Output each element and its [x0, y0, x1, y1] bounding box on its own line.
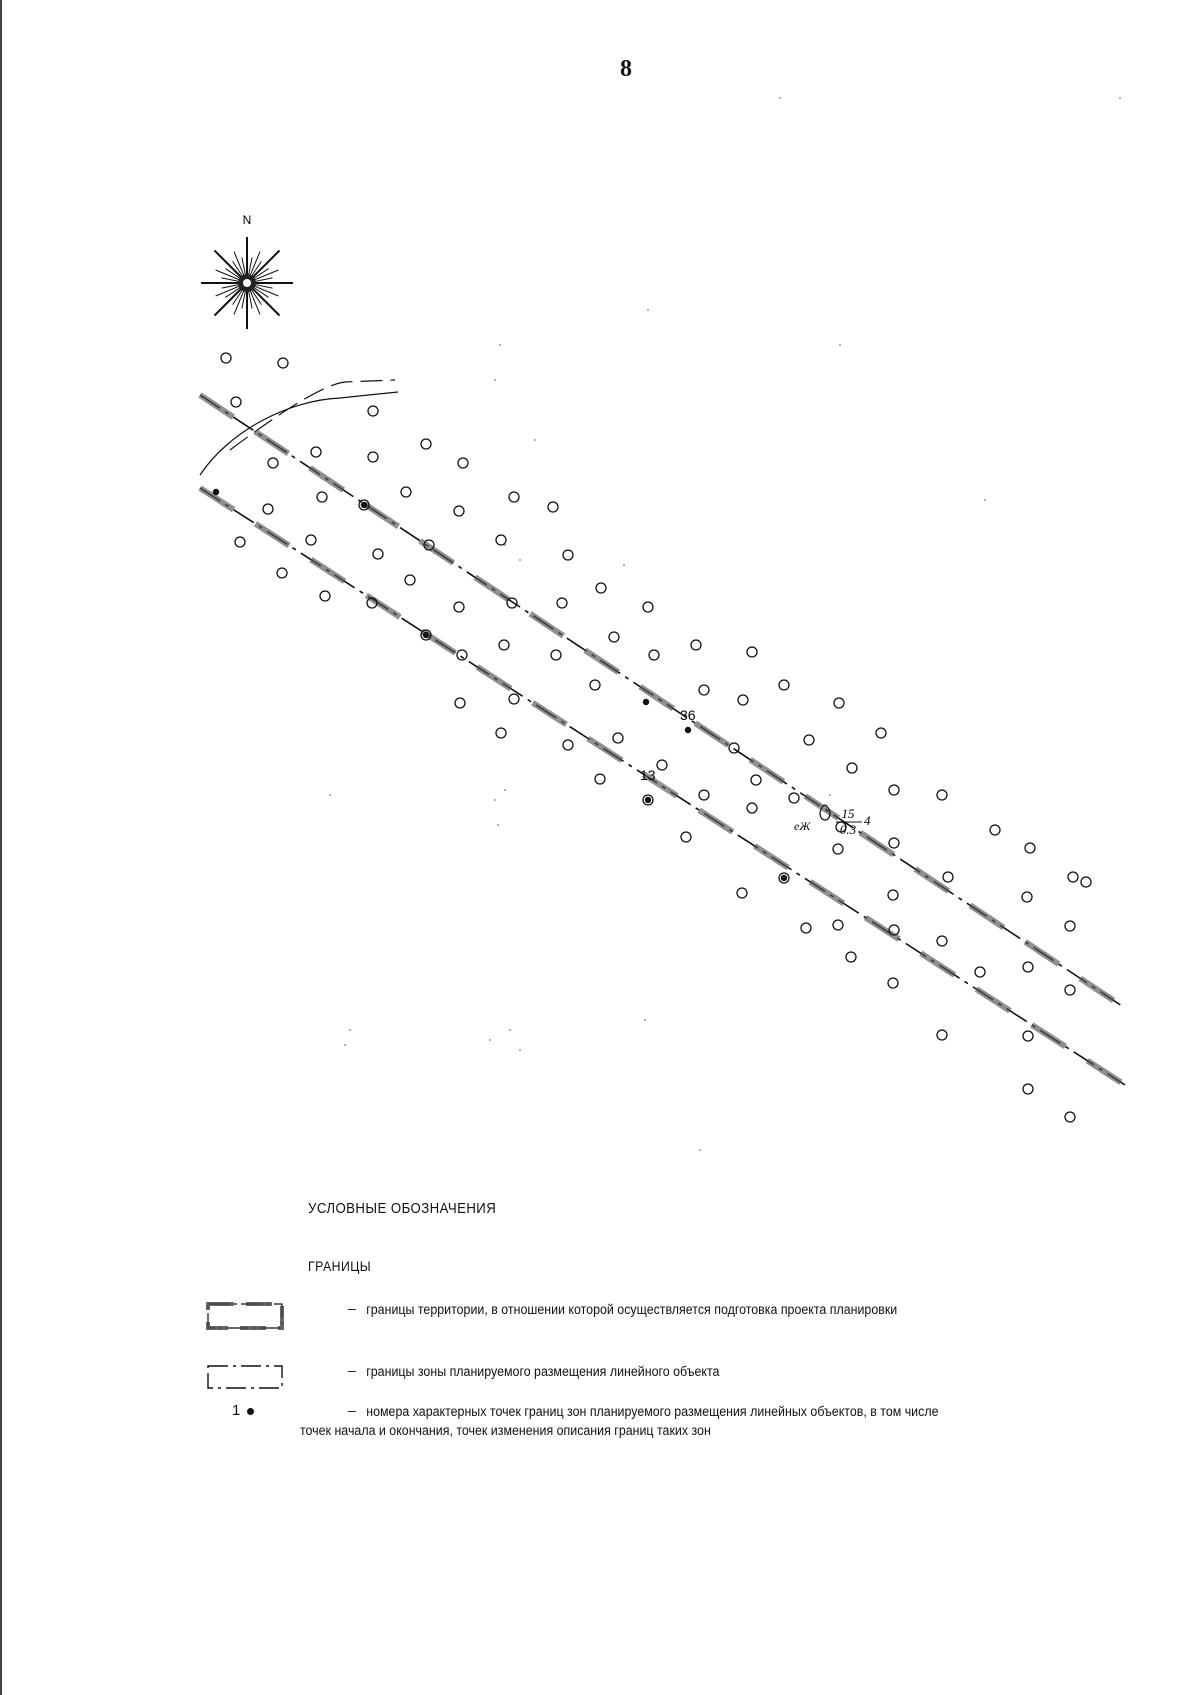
legend-item-text: номера характерных точек границ зон планируемого размещения линейных объектов, в том числе точек начала и окончания, точек изменения описания границ таких зон [300, 1404, 939, 1438]
vegetation-circle-icon [1065, 985, 1075, 995]
legend-item-text: границы зоны планируемого размещения линейного объекта [366, 1364, 720, 1379]
vegetation-circle-icon [268, 458, 278, 468]
page-number: 8 [620, 56, 632, 82]
vegetation-circle-icon [609, 632, 619, 642]
territory-boundary-upper [200, 395, 1125, 1008]
legend-dash: – [348, 1402, 356, 1418]
vegetation-circle-icon [1068, 872, 1078, 882]
point-number-sample: 1 [232, 1402, 241, 1419]
legend-dash: – [348, 1300, 356, 1316]
vegetation-circle-icon [455, 698, 465, 708]
legend-section-heading: ГРАНИЦЫ [308, 1258, 372, 1274]
vegetation-circle-icon [643, 602, 653, 612]
vegetation-circle-icon [691, 640, 701, 650]
vegetation-circle-icon [496, 535, 506, 545]
vegetation-circle-icon [373, 549, 383, 559]
vegetation-circle-icon [699, 790, 709, 800]
vegetation-circle-icon [937, 1030, 947, 1040]
boundary-point-36-marker [685, 727, 691, 733]
vegetation-circle-icon [278, 358, 288, 368]
vegetation-circle-icon [563, 740, 573, 750]
vegetation-circle-icon [649, 650, 659, 660]
boundary-point-marker [643, 699, 649, 705]
compass-rose-icon [201, 237, 293, 329]
boundary-point-marker [213, 489, 219, 495]
vegetation-circle-icon [1023, 1031, 1033, 1041]
legend-item-numbered-point [200, 1402, 1020, 1452]
vegetation-circle-icon [943, 872, 953, 882]
vegetation-circle-icon [499, 640, 509, 650]
vegetation-circle-icon [1065, 921, 1075, 931]
vegetation-circle-icon [846, 952, 856, 962]
boundary-point-marker [361, 502, 367, 508]
vegetation-circle-icon [833, 920, 843, 930]
vegetation-circle-icon [789, 793, 799, 803]
vegetation-circle-icon [990, 825, 1000, 835]
vegetation-circle-icon [1022, 892, 1032, 902]
vegetation-circle-icon [421, 439, 431, 449]
point-label-13: 13 [640, 767, 656, 783]
road-edge-line [200, 392, 398, 475]
vegetation-circle-icon [699, 685, 709, 695]
vegetation-circle-icon [221, 353, 231, 363]
vegetation-circle-icon [306, 535, 316, 545]
vegetation-circle-icon [590, 680, 600, 690]
point-label-36: 36 [680, 707, 696, 723]
boundary-point-marker [423, 632, 429, 638]
annotation-suffix: 4 [864, 813, 871, 828]
vegetation-circle-icon [405, 575, 415, 585]
vegetation-circle-icon [231, 397, 241, 407]
vegetation-circle-icon [889, 785, 899, 795]
vegetation-circle-icon [1023, 1084, 1033, 1094]
annotation-numerator: 15 [841, 806, 855, 821]
vegetation-circle-icon [738, 695, 748, 705]
vegetation-circle-icon [751, 775, 761, 785]
boundary-point-13-marker [645, 797, 651, 803]
vegetation-circle-icon [277, 568, 287, 578]
vegetation-circle-icon [317, 492, 327, 502]
vegetation-circle-icon [747, 803, 757, 813]
vegetation-circle-icon [454, 602, 464, 612]
vegetation-circle-icon [551, 650, 561, 660]
vegetation-circle-icon [737, 888, 747, 898]
vegetation-circle-icon [1081, 877, 1091, 887]
vegetation-circle-icon [557, 598, 567, 608]
vegetation-circle-icon [595, 774, 605, 784]
vegetation-circle-icon [596, 583, 606, 593]
territory-boundary-symbol [200, 1300, 290, 1336]
legend-item-zone-boundary [200, 1362, 1020, 1392]
vegetation-circle-icon [548, 502, 558, 512]
vegetation-circle-icon [509, 492, 519, 502]
scan-noise [329, 97, 1121, 1160]
vegetation-circle-icon [454, 506, 464, 516]
legend-item-territory-boundary [200, 1300, 1020, 1340]
vegetation-circle-icon [563, 550, 573, 560]
vegetation-circle-icon [368, 406, 378, 416]
legend-title: УСЛОВНЫЕ ОБОЗНАЧЕНИЯ [308, 1200, 497, 1217]
vegetation-circle-icon [509, 694, 519, 704]
vegetation-circle-icon [457, 650, 467, 660]
vegetation-circle-icon [1025, 843, 1035, 853]
vegetation-circle-icon [507, 598, 517, 608]
numbered-point-symbol [200, 1402, 290, 1438]
vegetation-circle-icon [937, 790, 947, 800]
vegetation-circle-icon [804, 735, 814, 745]
vegetation-circle-icon [937, 936, 947, 946]
vegetation-circle-icon [496, 728, 506, 738]
vegetation-circle-icon [657, 760, 667, 770]
vegetation-circle-icon [888, 890, 898, 900]
vegetation-circle-icon [975, 967, 985, 977]
vegetation-circle-icon [801, 923, 811, 933]
legend-dash: – [348, 1362, 356, 1378]
vegetation-circle-icon [747, 647, 757, 657]
annotation-denominator: 0.3 [839, 822, 857, 837]
vegetation-circle-icon [779, 680, 789, 690]
vegetation-circle-icon [888, 978, 898, 988]
vegetation-circle-icon [876, 728, 886, 738]
vegetation-circle-icon [834, 698, 844, 708]
vegetation-circle-icon [368, 452, 378, 462]
vegetation-circle-icon [401, 487, 411, 497]
vegetation-symbols [221, 353, 1091, 1122]
vegetation-circle-icon [681, 832, 691, 842]
vegetation-circle-icon [847, 763, 857, 773]
vegetation-circle-icon [311, 447, 321, 457]
territory-boundary-lower [200, 488, 1125, 1085]
vegetation-circle-icon [889, 838, 899, 848]
zone-boundary-symbol [200, 1362, 290, 1398]
vegetation-circle-icon [235, 537, 245, 547]
vegetation-circle-icon [320, 591, 330, 601]
vegetation-circle-icon [263, 504, 273, 514]
point-dot-icon [247, 1408, 254, 1415]
boundary-point-marker [781, 875, 787, 881]
vegetation-circle-icon [458, 458, 468, 468]
annotation-prefix: eЖ [794, 819, 811, 833]
vegetation-circle-icon [1065, 1112, 1075, 1122]
vegetation-circle-icon [1023, 962, 1033, 972]
legend-item-text: границы территории, в отношении которой осуществляется подготовка проекта планировки [366, 1302, 898, 1317]
vegetation-circle-icon [833, 844, 843, 854]
compass-north-label: N [242, 213, 252, 227]
vegetation-circle-icon [613, 733, 623, 743]
